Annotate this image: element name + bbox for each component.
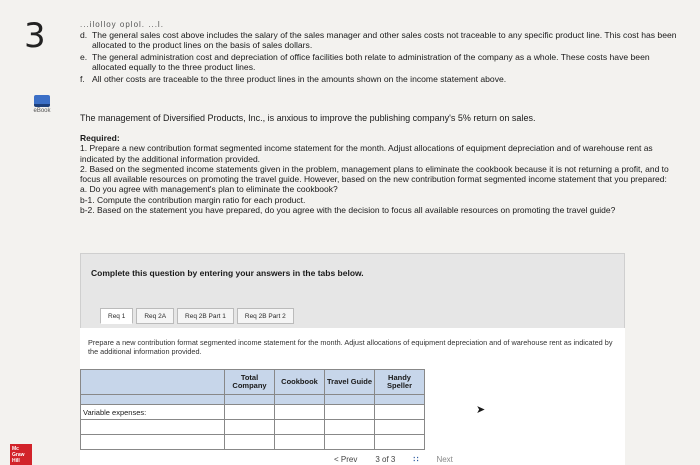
prev-button[interactable]: < Prev xyxy=(334,455,358,464)
item-key: f. xyxy=(80,73,85,84)
header-handy-speller: Handy Speller xyxy=(375,370,425,395)
intro-text: The management of Diversified Products, Inc., is anxious to improve the publishing company's 5% return on sales. xyxy=(80,113,536,123)
ebook-link[interactable] xyxy=(28,95,56,114)
table-row xyxy=(81,420,425,435)
ebook-label: eBook xyxy=(33,108,51,114)
clipped-text: ...ilolloy oplol. ...l. xyxy=(80,20,164,29)
header-cookbook: Cookbook xyxy=(275,370,325,395)
input-cell[interactable] xyxy=(225,435,275,450)
pagination xyxy=(334,455,453,464)
page-indicator: 3 of 3 xyxy=(375,455,396,464)
mcgraw-hill-logo: Mc Graw Hill xyxy=(10,444,32,465)
input-cell[interactable] xyxy=(325,435,375,450)
required-line: 2. Based on the segmented income statements given in the problem, management plans to eliminate the cookbook because it is not returning a profit, and to focus all available resources on promoting the travel guide. However, based on the new contribution format segmented income statement that you prepared: xyxy=(80,163,669,185)
table-row xyxy=(81,435,425,450)
input-cell[interactable] xyxy=(375,435,425,450)
next-button[interactable]: Next xyxy=(436,455,453,464)
info-item-e xyxy=(80,52,680,73)
tab-req-1[interactable]: Req 1 xyxy=(100,308,133,324)
row-label-input[interactable] xyxy=(81,420,225,435)
table-header-row xyxy=(81,370,425,395)
table-cell xyxy=(325,395,375,405)
input-cell[interactable] xyxy=(325,405,375,420)
table-cell xyxy=(81,395,225,405)
income-statement-table xyxy=(80,369,425,450)
input-cell[interactable] xyxy=(375,405,425,420)
item-key: e. xyxy=(80,51,88,62)
input-cell[interactable] xyxy=(275,405,325,420)
info-item-d xyxy=(80,30,680,51)
table-cell xyxy=(275,395,325,405)
info-items xyxy=(80,30,680,85)
table-cell xyxy=(375,395,425,405)
required-line: b-2. Based on the statement you have prepared, do you agree with the decision to focus all available resources on promoting the travel guide? xyxy=(80,205,616,216)
required-section xyxy=(80,133,680,215)
required-line: a. Do you agree with management's plan to eliminate the cookbook? xyxy=(80,184,338,195)
item-text: The general administration cost and depreciation of office facilities both relate to administration of the company as a whole. These costs have been allocated equally to the three product lines. xyxy=(92,51,650,73)
header-blank xyxy=(81,370,225,395)
mouse-cursor-icon: ➤ xyxy=(476,404,486,416)
input-cell[interactable] xyxy=(275,435,325,450)
header-travel-guide: Travel Guide xyxy=(325,370,375,395)
header-total-company: Total Company xyxy=(225,370,275,395)
book-icon xyxy=(34,95,50,107)
input-cell[interactable] xyxy=(275,420,325,435)
question-number: 3 xyxy=(24,16,46,56)
input-cell[interactable] xyxy=(225,420,275,435)
row-label-input[interactable] xyxy=(81,435,225,450)
info-item-f xyxy=(80,74,680,84)
required-line: 1. Prepare a new contribution format segmented income statement for the month. Adjust allocations of equipment depreciation and of warehouse rent as indicated by the additional information provided. xyxy=(80,143,653,164)
instructions-banner: Complete this question by entering your answers in the tabs below. xyxy=(91,268,364,278)
req-tabs xyxy=(100,308,294,324)
item-text: All other costs are traceable to the three product lines in the amounts shown on the income statement above. xyxy=(92,73,507,84)
tab-instruction: Prepare a new contribution format segmented income statement for the month. Adjust allocations of equipment depreciation and of warehouse rent as indicated by the additional information provided. xyxy=(88,338,613,356)
grid-icon[interactable]: ∷ xyxy=(413,455,419,464)
input-cell[interactable] xyxy=(325,420,375,435)
item-text: The general sales cost above includes the salary of the sales manager and other sales costs not traceable to any specific product line. This cost has been allocated to the product lines on the basis of sales dollars. xyxy=(92,30,677,51)
tab-req-2b-part-1[interactable]: Req 2B Part 1 xyxy=(177,308,234,324)
tab-req-2b-part-2[interactable]: Req 2B Part 2 xyxy=(237,308,294,324)
tab-req-2a[interactable]: Req 2A xyxy=(136,308,174,324)
table-row xyxy=(81,405,425,420)
table-row xyxy=(81,395,425,405)
item-key: d. xyxy=(80,30,88,40)
required-line: b-1. Compute the contribution margin ratio for each product. xyxy=(80,194,306,205)
row-label-variable-expenses: Variable expenses: xyxy=(81,405,225,420)
required-heading: Required: xyxy=(80,133,120,143)
input-cell[interactable] xyxy=(375,420,425,435)
table-cell xyxy=(225,395,275,405)
input-cell[interactable] xyxy=(225,405,275,420)
